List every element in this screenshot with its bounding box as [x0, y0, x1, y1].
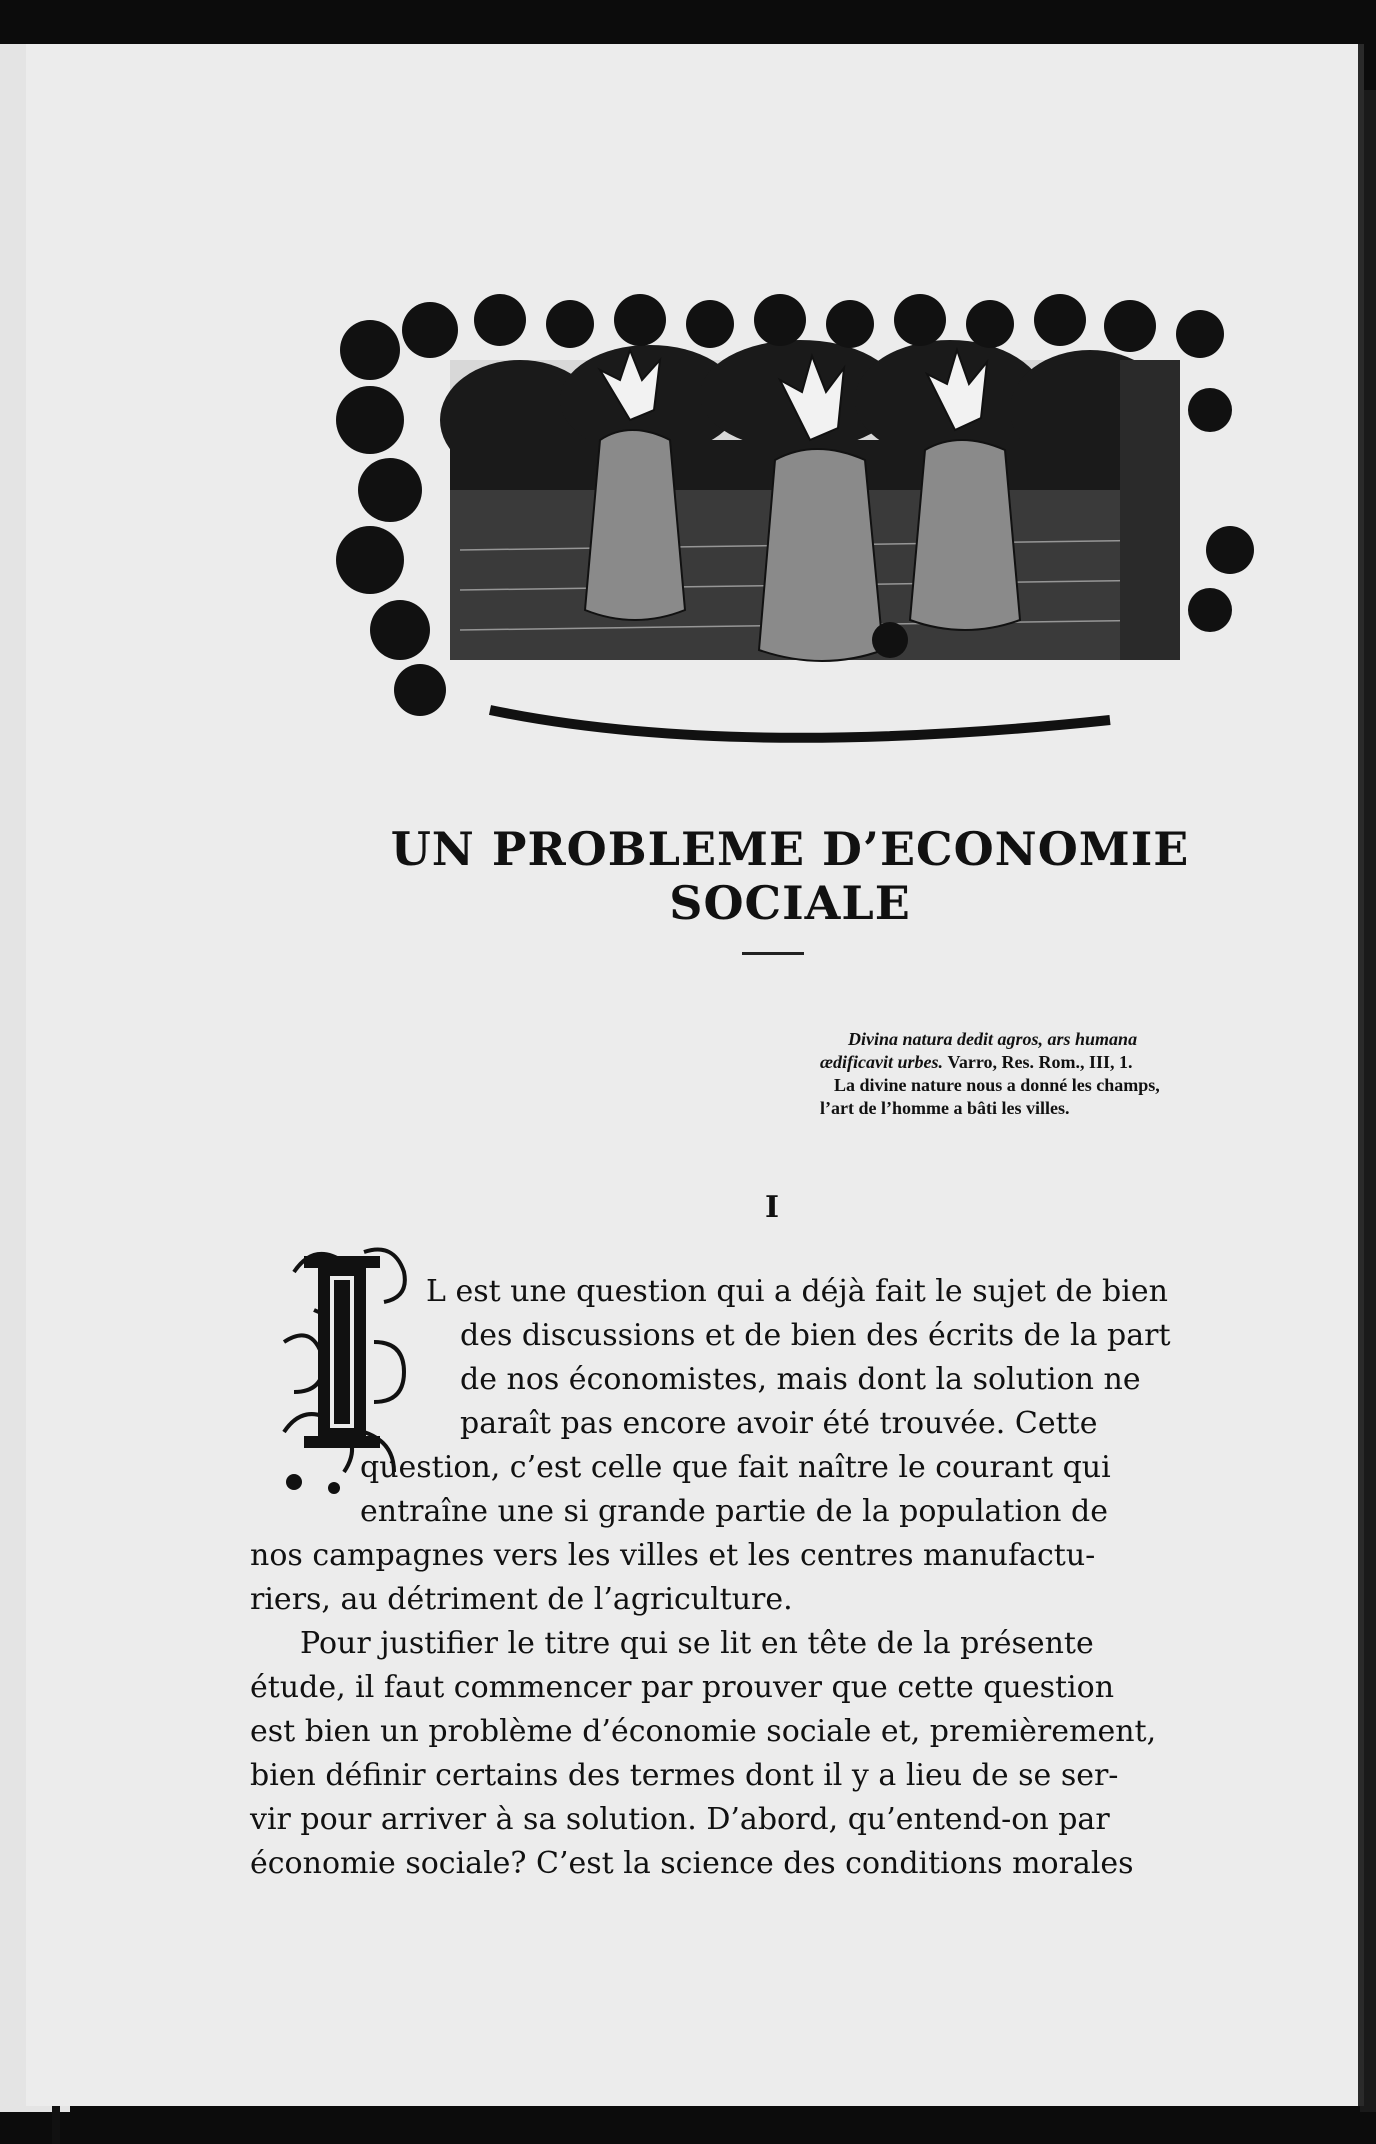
paragraph1-line: paraît pas encore avoir été trouvée. Cette: [460, 1406, 1098, 1441]
paragraph1-line: nos campagnes vers les villes et les centres manufactu-: [250, 1538, 1096, 1573]
paragraph2-line: étude, il faut commencer par prouver que cette question: [250, 1670, 1115, 1705]
paragraph1-line: question, c’est celle que fait naître le courant qui: [360, 1450, 1111, 1485]
paragraph1-line: de nos économistes, mais dont la solution ne: [460, 1362, 1141, 1397]
epigraph-latin-line2: [820, 1051, 1260, 1074]
paragraph1-line: L est une question qui a déjà fait le sujet de bien: [426, 1274, 1168, 1309]
epigraph-latin-italic: ædificavit urbes.: [820, 1052, 943, 1072]
dropcap-letter-text: I: [342, 1372, 343, 1373]
title-rule: [742, 952, 804, 955]
wheat-sheaves-engraving: [330, 290, 1260, 780]
paragraph1-line: des discussions et de bien des écrits de la part: [460, 1318, 1171, 1353]
paragraph2-line: bien définir certains des termes dont il y a lieu de se ser-: [250, 1758, 1119, 1793]
paragraph2-line: Pour justifier le titre qui se lit en tête de la présente: [300, 1626, 1094, 1661]
scan-top-border: [0, 0, 1376, 44]
paragraph2-line: vir pour arriver à sa solution. D’abord, qu’entend-on par: [250, 1802, 1110, 1837]
paragraph1-line: entraîne une si grande partie de la population de: [360, 1494, 1108, 1529]
paragraph1-line: riers, au détriment de l’agriculture.: [250, 1582, 793, 1617]
paragraph2-line: est bien un problème d’économie sociale et, premièrement,: [250, 1714, 1157, 1749]
body-text: [250, 1270, 1250, 1886]
section-number: I: [764, 1190, 780, 1225]
paragraph2-line: économie sociale? C’est la science des conditions morales: [250, 1846, 1134, 1881]
epigraph-reference: Varro, Res. Rom., III, 1.: [947, 1052, 1133, 1072]
epigraph-latin-line1: Divina natura dedit agros, ars humana: [848, 1029, 1138, 1049]
epigraph-french-line1: La divine nature nous a donné les champs,: [834, 1075, 1160, 1095]
epigraph-french-line2: l’art de l’homme a bâti les villes.: [820, 1098, 1070, 1118]
epigraph: [820, 1028, 1260, 1120]
chapter-title: UN PROBLEME D’ECONOMIE SOCIALE: [390, 822, 1190, 930]
